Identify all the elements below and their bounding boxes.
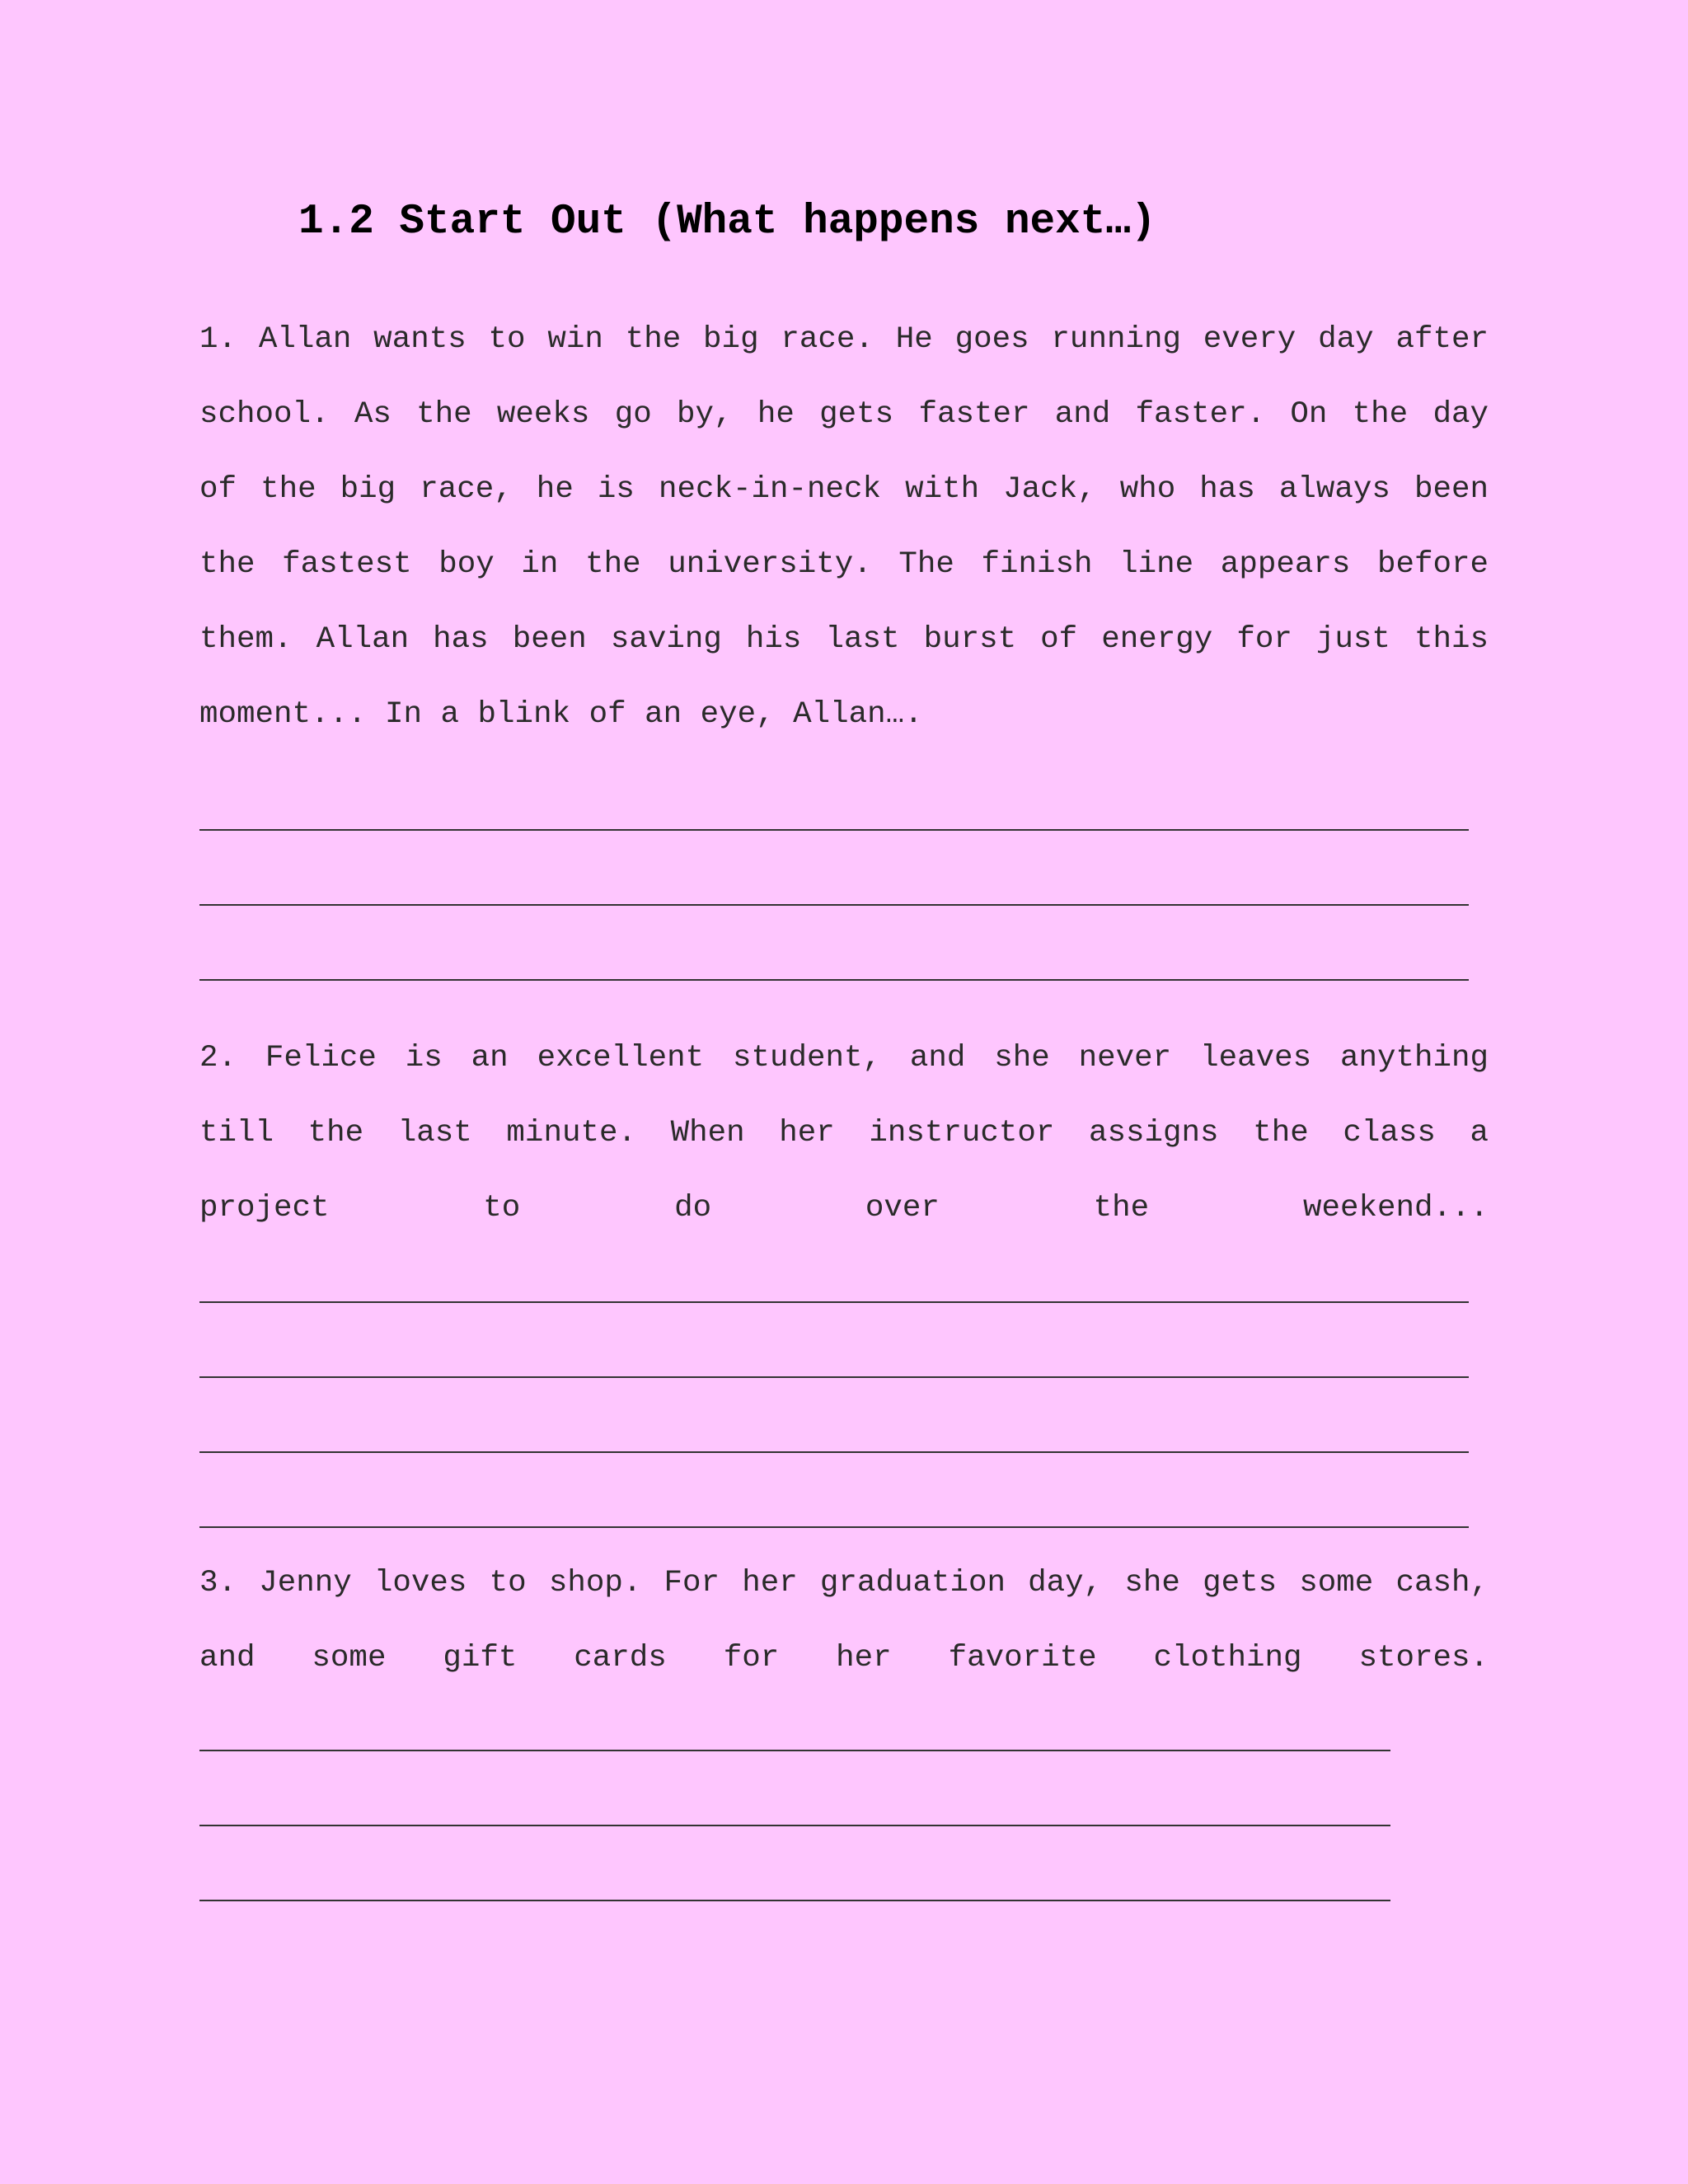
page-title: 1.2 Start Out (What happens next…)	[298, 199, 1156, 246]
answer-line-1-2[interactable]	[199, 904, 1469, 906]
answer-line-2-1[interactable]	[199, 1301, 1469, 1303]
question-1-line-4: the fastest boy in the university. The finish line appears before	[199, 547, 1489, 582]
question-3-text	[199, 1546, 1489, 1696]
answer-line-3-3[interactable]	[199, 1900, 1390, 1901]
question-1-line-6: moment... In a blink of an eye, Allan….	[199, 697, 923, 732]
answer-line-2-4[interactable]	[199, 1526, 1469, 1528]
question-1-line-3: of the big race, he is neck-in-neck with Jack, who has always been	[199, 472, 1489, 507]
question-3-line-2: and some gift cards for her favorite clothing stores.	[199, 1641, 1489, 1675]
answer-line-3-2[interactable]	[199, 1825, 1390, 1826]
question-1-text	[199, 302, 1489, 752]
answer-line-2-3[interactable]	[199, 1451, 1469, 1453]
answer-line-1-3[interactable]	[199, 979, 1469, 981]
question-3-line-1: 3. Jenny loves to shop. For her graduation day, she gets some cash,	[199, 1566, 1489, 1601]
answer-line-2-2[interactable]	[199, 1376, 1469, 1378]
question-1-line-1: 1. Allan wants to win the big race. He goes running every day after	[199, 322, 1489, 357]
question-2-text	[199, 1021, 1489, 1246]
question-1-line-2: school. As the weeks go by, he gets faster and faster. On the day	[199, 397, 1489, 432]
question-2-line-1: 2. Felice is an excellent student, and she never leaves anything	[199, 1041, 1489, 1076]
answer-line-1-1[interactable]	[199, 829, 1469, 831]
question-2-line-3: project to do over the weekend...	[199, 1191, 1489, 1226]
question-2-line-2: till the last minute. When her instructor assigns the class a	[199, 1116, 1489, 1151]
question-1-line-5: them. Allan has been saving his last burst of energy for just this	[199, 622, 1489, 657]
answer-line-3-1[interactable]	[199, 1750, 1390, 1751]
